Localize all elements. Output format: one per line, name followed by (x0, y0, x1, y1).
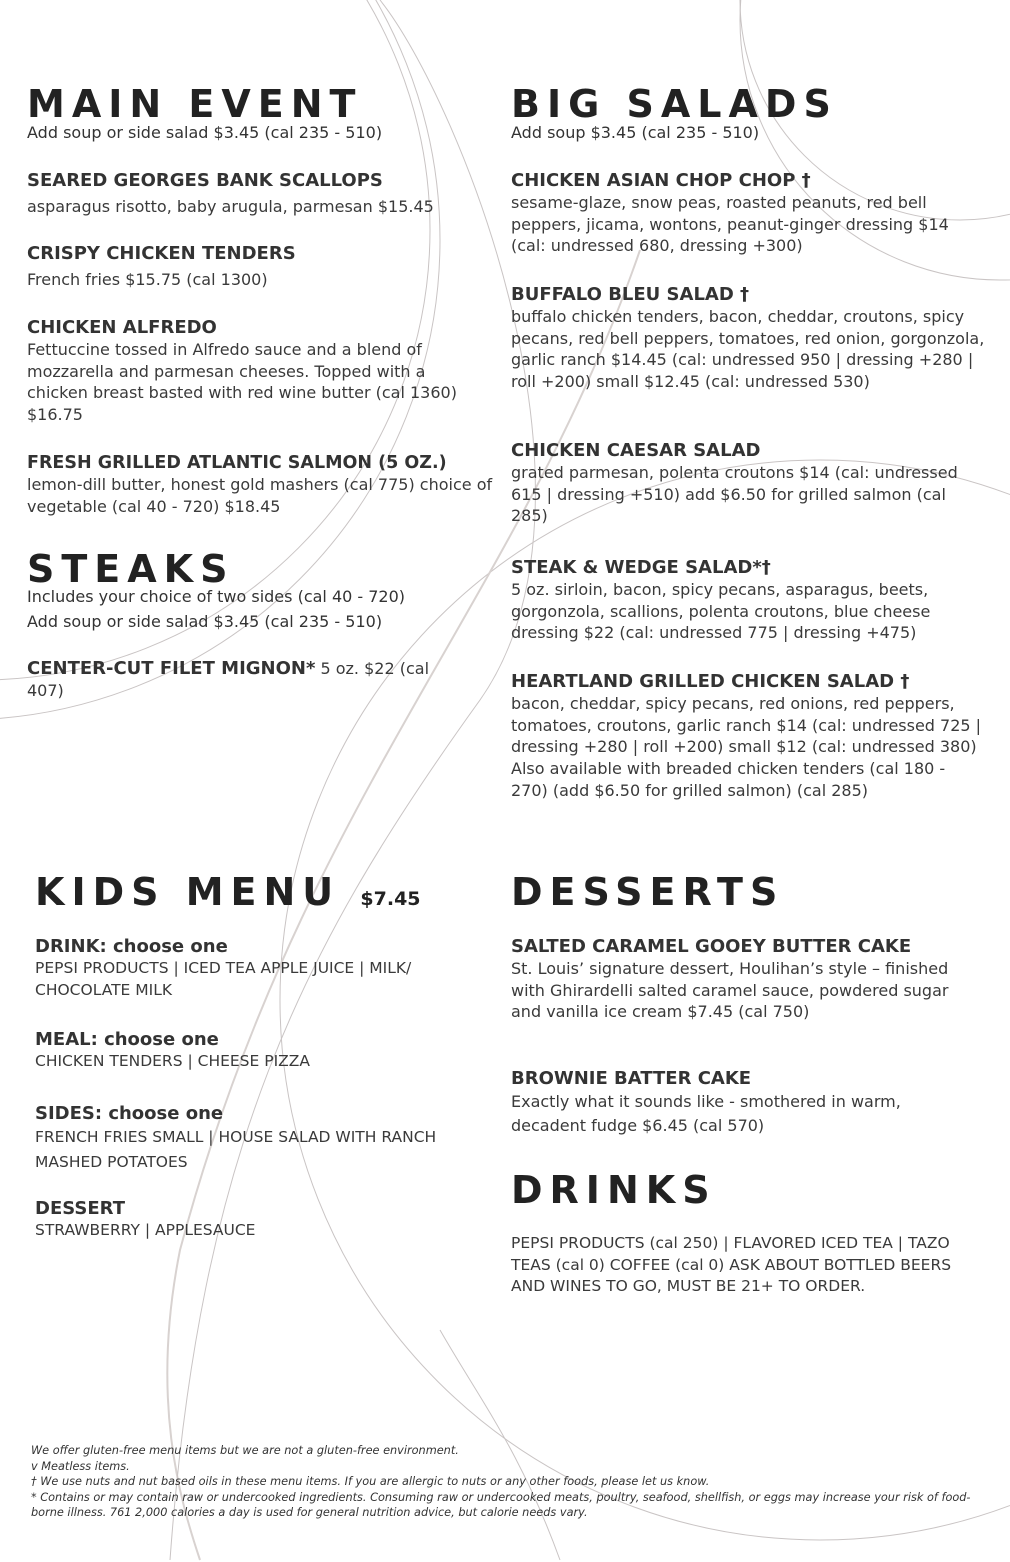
menu-item (511, 170, 986, 257)
menu-item (27, 170, 487, 218)
item-desc: grated parmesan, polenta croutons $14 (cal: undressed 615 | dressing +510) add $6.50 for grilled salmon (cal 285) (511, 463, 958, 526)
drinks-heading: DRINKS (511, 1168, 717, 1212)
menu-item (511, 557, 986, 644)
item-name: CRISPY CHICKEN TENDERS (27, 243, 296, 264)
menu-item (511, 440, 986, 527)
item-name: MEAL: choose one (35, 1029, 219, 1050)
menu-item (511, 671, 986, 802)
drinks-desc: PEPSI PRODUCTS (cal 250) | FLAVORED ICED TEA | TAZO TEAS (cal 0) COFFEE (cal 0) ASK ABOUT BOTTLED BEERS AND WINES TO GO, MUST BE 21+ TO ORDER. (511, 1234, 952, 1296)
menu-item (27, 243, 487, 291)
item-name: FRESH GRILLED ATLANTIC SALMON (5 OZ.) (27, 453, 447, 473)
menu-item (35, 1198, 495, 1242)
desserts-heading: DESSERTS (511, 870, 785, 914)
footer-note: * Contains or may contain raw or undercooked ingredients. Consuming raw or undercooked meats, poultry, seafood, shellfish, or eggs may increase your risk of food-borne illness. 761 2,000 calories a day is used for general nutrition advice, but calorie needs vary. (31, 1490, 971, 1520)
item-desc: French fries $15.75 (cal 1300) (27, 270, 268, 289)
item-desc: PEPSI PRODUCTS | ICED TEA APPLE JUICE | MILK/ CHOCOLATE MILK (35, 959, 412, 999)
item-name: SALTED CARAMEL GOOEY BUTTER CAKE (511, 936, 912, 957)
steaks-subtitle: Includes your choice of two sides (cal 40 - 720) (27, 587, 406, 606)
footer-note: We offer gluten-free menu items but we are not a gluten-free environment. (31, 1444, 459, 1457)
main-event-heading: MAIN EVENT (27, 82, 363, 126)
item-name: SEARED GEORGES BANK SCALLOPS (27, 170, 383, 191)
main-event-subtitle: Add soup or side salad $3.45 (cal 235 - 510) (27, 123, 383, 142)
footer-note: v Meatless items. (31, 1459, 130, 1473)
menu-item (27, 452, 497, 517)
item-desc-extra: Also available with breaded chicken tenders (cal 180 - 270) (add $6.50 for grilled salmon) (cal 285) (511, 759, 946, 800)
item-desc: St. Louis’ signature dessert, Houlihan’s style – finished with Ghirardelli salted caramel sauce, powdered sugar and vanilla ice cream $7.45 (cal 750) (511, 959, 949, 1022)
item-desc: asparagus risotto, baby arugula, parmesan $15.45 (27, 197, 434, 216)
big-salads-heading: BIG SALADS (511, 82, 838, 126)
item-name: CENTER-CUT FILET MIGNON* (27, 658, 316, 679)
item-desc: sesame-glaze, snow peas, roasted peanuts, red bell peppers, jicama, wontons, peanut-ginger dressing $14 (cal: undressed 680, dressing +300) (511, 193, 949, 256)
menu-item (35, 1029, 495, 1073)
menu-item (511, 1068, 986, 1138)
big-salads-subtitle: Add soup $3.45 (cal 235 - 510) (511, 123, 760, 142)
item-name: DESSERT (35, 1198, 125, 1219)
item-desc: bacon, cheddar, spicy pecans, red onions, red peppers, tomatoes, croutons, garlic ranch $14 (cal: undressed 725 | dressing +280 | roll +200) small $12 (cal: undressed 380) (511, 694, 982, 757)
menu-item (27, 317, 487, 426)
item-desc: STRAWBERRY | APPLESAUCE (35, 1221, 256, 1239)
steaks-heading: STEAKS (27, 547, 235, 591)
item-name: BROWNIE BATTER CAKE (511, 1068, 752, 1089)
item-desc: Fettuccine tossed in Alfredo sauce and a blend of mozzarella and parmesan cheeses. Topped with a chicken breast basted with red wine butter (cal 1360) $16.75 (27, 340, 457, 425)
item-desc: Exactly what it sounds like - smothered in warm, decadent fudge $6.45 (cal 570) (511, 1092, 901, 1135)
kids-menu-heading (35, 872, 495, 919)
footer-note: † We use nuts and nut based oils in these menu items. If you are allergic to nuts or any other foods, please let us know. (31, 1475, 710, 1489)
item-desc: buffalo chicken tenders, bacon, cheddar, croutons, spicy pecans, red bell peppers, tomatoes, red onion, gorgonzola, garlic ranch $14.45 (cal: undressed 950 | dressing +280 | roll +200) small $12.45 (cal: undressed 530) (511, 307, 985, 392)
item-name: CHICKEN ALFREDO (27, 317, 217, 338)
item-name: DRINK: choose one (35, 936, 228, 957)
item-desc: FRENCH FRIES SMALL | HOUSE SALAD WITH RANCH MASHED POTATOES (35, 1128, 437, 1171)
menu-item (35, 1103, 455, 1175)
item-name: HEARTLAND GRILLED CHICKEN SALAD † (511, 671, 910, 692)
item-name: CHICKEN CAESAR SALAD (511, 440, 761, 461)
kids-menu-price: $7.45 (360, 888, 421, 910)
menu-item (511, 936, 986, 1023)
item-name: CHICKEN ASIAN CHOP CHOP † (511, 170, 811, 191)
item-name: STEAK & WEDGE SALAD*† (511, 557, 771, 578)
item-desc: CHICKEN TENDERS | CHEESE PIZZA (35, 1052, 311, 1070)
steaks-subtitle: Add soup or side salad $3.45 (cal 235 - 510) (27, 612, 383, 631)
item-desc: 5 oz. $22 (cal 407) (27, 659, 430, 700)
item-desc: lemon-dill butter, honest gold mashers (cal 775) choice of vegetable (cal 40 - 720) $18.45 (27, 475, 493, 516)
item-name: SIDES: choose one (35, 1103, 224, 1124)
menu-item (35, 936, 495, 1001)
kids-menu-title: KIDS MENU (35, 870, 341, 914)
footer-notes (31, 1443, 991, 1521)
menu-item (511, 284, 986, 393)
menu-item (27, 658, 467, 702)
item-name: BUFFALO BLEU SALAD † (511, 284, 750, 305)
item-desc: 5 oz. sirloin, bacon, spicy pecans, asparagus, beets, gorgonzola, scallions, polenta croutons, blue cheese dressing $22 (cal: undressed 775 | dressing +475) (511, 580, 931, 643)
